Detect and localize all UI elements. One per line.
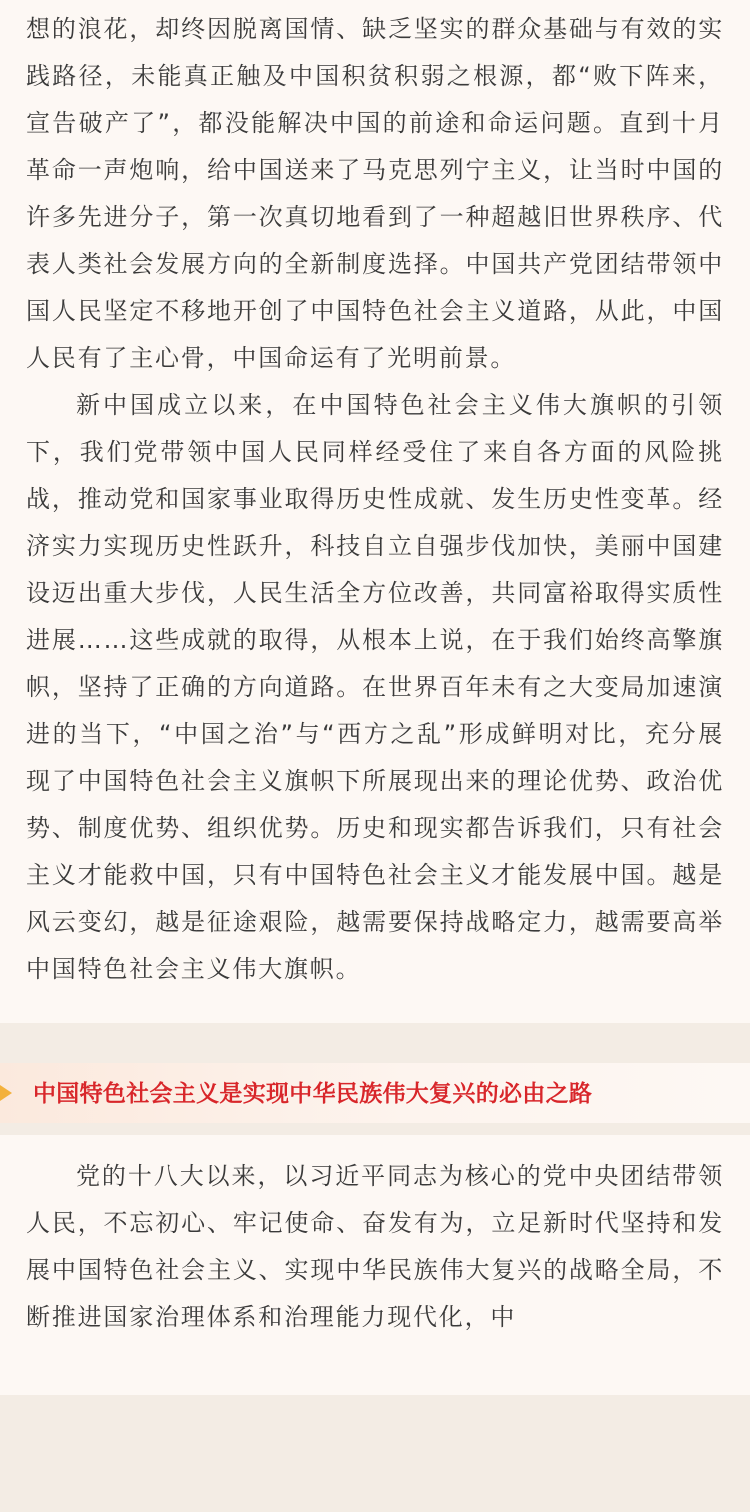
section-title: 中国特色社会主义是实现中华民族伟大复兴的必由之路 <box>33 1081 593 1107</box>
section-header <box>0 1023 750 1135</box>
paragraph-third: 党的十八大以来，以习近平同志为核心的党中央团结带领人民，不忘初心、牢记使命、奋发有为，立足新时代坚持和发展中国特色社会主义、实现中华民族伟大复兴的战略全局，不断推进国家治理体系和治理能力现代化，中 <box>26 1162 724 1331</box>
paragraph-intro: 想的浪花，却终因脱离国情、缺乏坚实的群众基础与有效的实践路径，未能真正触及中国积贫积弱之根源，都“败下阵来，宣告破产了”，都没能解决中国的前途和命运问题。直到十月革命一声炮响，给中国送来了马克思列宁主义，让当时中国的许多先进分子，第一次真切地看到了一种超越旧世界秩序、代表人类社会发展方向的全新制度选择。中国共产党团结带领中国人民坚定不移地开创了中国特色社会主义道路，从此，中国人民有了主心骨，中国命运有了光明前景。 <box>26 15 724 372</box>
article-card-bottom <box>0 1135 750 1395</box>
triangle-arrow-icon <box>0 1081 12 1105</box>
paragraph-second: 新中国成立以来，在中国特色社会主义伟大旗帜的引领下，我们党带领中国人民同样经受住了来自各方面的风险挑战，推动党和国家事业取得历史性成就、发生历史性变革。经济实力实现历史性跃升，科技自立自强步伐加快，美丽中国建设迈出重大步伐，人民生活全方位改善，共同富裕取得实质性进展……这些成就的取得，从根本上说，在于我们始终高擎旗帜，坚持了正确的方向道路。在世界百年未有之大变局加速演进的当下，“中国之治”与“西方之乱”形成鲜明对比，充分展现了中国特色社会主义旗帜下所展现出来的理论优势、政治优势、制度优势、组织优势。历史和现实都告诉我们，只有社会主义才能救中国，只有中国特色社会主义才能发展中国。越是风云变幻，越是征途艰险，越需要保持战略定力，越需要高举中国特色社会主义伟大旗帜。 <box>26 391 724 983</box>
